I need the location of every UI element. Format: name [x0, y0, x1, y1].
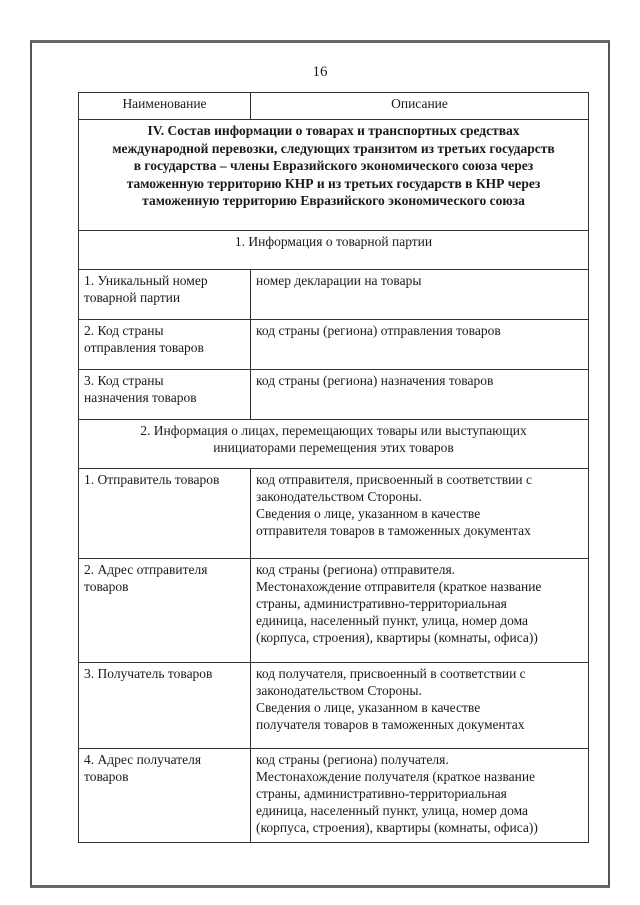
row-desc-line: номер декларации на товары: [256, 273, 422, 288]
table-row: [79, 663, 589, 749]
table-row: [79, 749, 589, 843]
section-title-line: таможенную территорию Евразийского экономического союза: [142, 193, 525, 208]
row-desc-line: Местонахождение отправителя (краткое название: [256, 579, 542, 594]
row-desc-line: код страны (региона) получателя.: [256, 752, 449, 767]
header-name: Наименование: [79, 93, 251, 120]
row-name: [79, 270, 251, 320]
subsection-2-line: 2. Информация о лицах, перемещающих товары или выступающих: [140, 423, 527, 438]
row-name: [79, 320, 251, 370]
row-name-line: 2. Адрес отправителя: [84, 562, 208, 577]
row-name: [79, 559, 251, 663]
row-desc-line: код получателя, присвоенный в соответствии с: [256, 666, 526, 681]
header-description: Описание: [251, 93, 589, 120]
row-desc-line: единица, населенный пункт, улица, номер дома: [256, 803, 529, 818]
row-desc-line: (корпуса, строения), квартиры (комнаты, офиса)): [256, 630, 538, 645]
row-desc-line: (корпуса, строения), квартиры (комнаты, офиса)): [256, 820, 538, 835]
table-row: [79, 320, 589, 370]
row-name: [79, 749, 251, 843]
table-row: [79, 469, 589, 559]
row-desc-line: страны, административно-территориальная: [256, 596, 507, 611]
row-name: [79, 370, 251, 420]
row-description: [251, 469, 589, 559]
row-desc-line: Сведения о лице, указанном в качестве: [256, 506, 481, 521]
row-name-line: 3. Получатель товаров: [84, 666, 213, 681]
row-name-line: 1. Отправитель товаров: [84, 472, 220, 487]
section-title-line: IV. Состав информации о товарах и транспортных средствах: [147, 123, 520, 138]
row-description: [251, 320, 589, 370]
row-desc-line: код страны (региона) отправления товаров: [256, 323, 501, 338]
row-desc-line: отправителя товаров в таможенных документах: [256, 523, 531, 538]
section-title-line: международной перевозки, следующих транзитом из третьих государств: [112, 140, 555, 156]
row-name-line: товаров: [84, 579, 129, 594]
subsection-2-line: инициаторами перемещения этих товаров: [213, 440, 454, 455]
subsection-row: [79, 231, 589, 270]
section-title: [79, 120, 589, 231]
row-desc-line: единица, населенный пункт, улица, номер дома: [256, 613, 529, 628]
row-desc-line: Местонахождение получателя (краткое название: [256, 769, 536, 784]
row-name: [79, 663, 251, 749]
table-header-row: [79, 93, 589, 120]
row-description: [251, 663, 589, 749]
information-table: [78, 92, 589, 843]
row-name-line: отправления товаров: [84, 340, 204, 355]
row-name-line: 3. Код страны: [84, 373, 164, 388]
row-name-line: товарной партии: [84, 290, 181, 305]
subsection-1-title: 1. Информация о товарной партии: [79, 231, 589, 270]
table-row: [79, 370, 589, 420]
row-name-line: 1. Уникальный номер: [84, 273, 208, 288]
row-desc-line: код отправителя, присвоенный в соответствии с: [256, 472, 532, 487]
row-description: [251, 559, 589, 663]
subsection-2-title: [79, 420, 589, 469]
row-description: [251, 749, 589, 843]
page-number: 16: [312, 64, 328, 80]
row-desc-line: законодательством Стороны.: [256, 683, 422, 698]
row-description: [251, 270, 589, 320]
row-name-line: 2. Код страны: [84, 323, 164, 338]
section-title-line: таможенную территорию КНР и из третьих государств в КНР через: [126, 175, 541, 191]
row-desc-line: получателя товаров в таможенных документах: [256, 717, 525, 732]
table-row: [79, 559, 589, 663]
row-desc-line: Сведения о лице, указанном в качестве: [256, 700, 481, 715]
row-desc-line: код страны (региона) назначения товаров: [256, 373, 494, 388]
row-name: [79, 469, 251, 559]
row-name-line: товаров: [84, 769, 129, 784]
row-name-line: назначения товаров: [84, 390, 197, 405]
row-desc-line: страны, административно-территориальная: [256, 786, 507, 801]
section-title-line: в государства – члены Евразийского экономического союза через: [133, 158, 534, 173]
row-desc-line: код страны (региона) отправителя.: [256, 562, 456, 577]
subsection-row: [79, 420, 589, 469]
row-description: [251, 370, 589, 420]
table-row: [79, 270, 589, 320]
row-name-line: 4. Адрес получателя: [84, 752, 202, 767]
section-title-row: [79, 120, 589, 231]
row-desc-line: законодательством Стороны.: [256, 489, 422, 504]
